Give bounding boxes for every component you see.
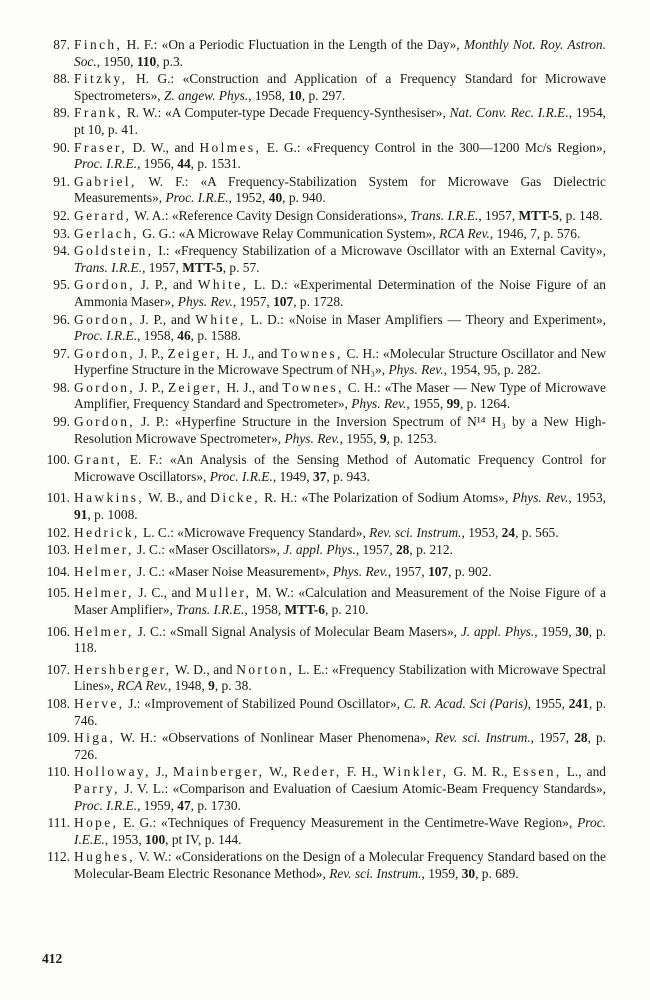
reference-number: 93. [53, 225, 70, 241]
reference-author: Townes, [281, 345, 343, 361]
volume-number: MTT-5 [518, 207, 559, 223]
reference-number: 110. [47, 764, 70, 780]
reference-author: Frank, [74, 105, 123, 121]
reference-entry [53, 277, 606, 310]
reference-author: Holloway, [74, 764, 151, 780]
reference-text: J. C.: «Small Signal Analysis of Molecular Beam Masers», [133, 623, 461, 639]
volume-number: 47 [177, 797, 191, 813]
reference-text: , 1954, pt 10, p. 41. [74, 105, 607, 137]
reference-text: , 1954, 95, p. 282. [443, 362, 541, 378]
reference-text: F. H., [341, 764, 384, 780]
reference-text: H. J., and [222, 345, 282, 361]
reference-author: Fitzky, [74, 71, 128, 87]
volume-number: 30 [575, 623, 589, 639]
reference-text: , 1958, [137, 328, 178, 344]
reference-text: L. C.: «Microwave Frequency Standard», [139, 524, 370, 540]
volume-number: 30 [461, 865, 476, 881]
reference-list [0, 37, 650, 884]
reference-number: 91. [53, 173, 70, 189]
volume-number: 46 [177, 328, 191, 344]
reference-text: , p. 943. [326, 468, 370, 484]
reference-entry [53, 173, 606, 207]
reference-text: , p. 1588. [190, 328, 241, 344]
journal-title: C. R. Acad. Sci (Paris) [403, 695, 528, 711]
reference-text: , 1959, [421, 865, 462, 881]
journal-title: Proc. I.E.E. [74, 815, 606, 847]
journal-title: Rev. sci. Instrum. [369, 524, 462, 540]
reference-text: , p. 38. [214, 678, 252, 694]
reference-entry [46, 563, 606, 581]
reference-author: Hedrick, [74, 524, 140, 540]
reference-text: , p. 1730. [190, 797, 241, 813]
reference-number: 103. [46, 542, 70, 558]
reference-text: H. G.: «Construction and Application of a Frequency Standard for Microwave Spectrometers», [74, 71, 606, 103]
reference-entry [53, 311, 606, 345]
journal-title: RCA Rev. [439, 225, 490, 241]
reference-number: 107. [46, 661, 70, 677]
reference-text: , 1957, [387, 563, 429, 579]
reference-text: W. H.: «Observations of Nonlinear Maser Phenomena», [115, 730, 435, 746]
reference-text: L., and [561, 764, 607, 780]
reference-number: 100. [46, 452, 70, 468]
reference-text: J. C.: «Maser Noise Measurement», [133, 563, 333, 579]
reference-author: Herve, [74, 695, 125, 711]
reference-entry [46, 585, 606, 618]
reference-text: W. F.: «A Frequency-Stabilization System for Microwave Gas Dielectric Measurements», [74, 173, 606, 206]
reference-text: I.: «Frequency Stabilization of a Microwave Oscillator with an External Cavity», [153, 243, 606, 259]
reference-text: J., [150, 764, 173, 780]
reference-entry [53, 414, 606, 447]
reference-number: 98. [53, 379, 70, 395]
reference-text: R. W.: «A Computer-type Decade Frequency-Synthesiser», [123, 105, 450, 121]
reference-entry [53, 105, 607, 138]
reference-author: White, [195, 311, 246, 327]
reference-text: E. G.: «Frequency Control in the 300—1200 Mc/s Region», [261, 139, 606, 155]
journal-title: Monthly Not. Roy. Astron. Soc. [74, 37, 606, 69]
reference-text: , p. 118. [74, 623, 606, 656]
reference-text: J.: «Improvement of Stabilized Pound Oscillator», [124, 695, 404, 711]
journal-title: Nat. Conv. Rec. I.R.E. [449, 105, 569, 121]
volume-number: 91 [74, 507, 88, 523]
reference-text: L. D.: «Noise in Maser Amplifiers — Theory and Experiment», [245, 311, 606, 327]
reference-author: Gordon, [74, 277, 136, 293]
reference-author: Helmer, [74, 585, 134, 601]
reference-author: Goldstein, [74, 243, 154, 259]
reference-text: , 1959, [137, 797, 178, 813]
reference-author: Hughes, [74, 849, 136, 865]
journal-title: Trans. I.R.E. [74, 259, 143, 275]
reference-text: , p.3. [156, 53, 183, 69]
journal-title: Proc. I.R.E. [165, 190, 229, 206]
reference-author: Parry, [74, 780, 120, 796]
reference-text: , p. 297. [301, 87, 346, 103]
reference-text: , p. 726. [74, 730, 606, 762]
reference-text: J. P., and [135, 277, 198, 293]
reference-author: Norton, [236, 661, 295, 677]
reference-entry [53, 139, 606, 173]
reference-author: Essen, [512, 764, 562, 780]
volume-number: MTT-6 [284, 602, 325, 617]
reference-entry [46, 524, 606, 542]
journal-title: Trans. I.R.E. [176, 602, 245, 617]
reference-entry [53, 243, 606, 276]
reference-author: Gordon, [74, 414, 136, 430]
volume-number: 28 [574, 730, 588, 746]
reference-text: J. P., and [135, 311, 196, 327]
reference-text: , p. 565. [515, 524, 559, 540]
reference-author: Zeiger, [167, 345, 222, 361]
reference-text: , p. 1008. [87, 507, 138, 523]
reference-entry [53, 207, 606, 225]
journal-title: Proc. I.R.E. [74, 797, 138, 813]
reference-text: M. W.: «Calculation and Measurement of the Noise Figure of a Maser Amplifier», [74, 585, 606, 617]
reference-text: , 1955, [527, 695, 569, 711]
reference-entry [53, 345, 606, 379]
reference-author: Helmer, [74, 623, 134, 639]
journal-title: J. appl. Phys. [283, 542, 356, 558]
reference-author: Winkler, [383, 764, 449, 780]
journal-title: Phys. Rev. [351, 396, 407, 412]
journal-title: Proc. I.R.E. [74, 328, 138, 344]
reference-entry [53, 225, 606, 243]
reference-author: Gabriel, [74, 173, 137, 189]
reference-text: , p. 212. [409, 542, 453, 558]
volume-number: 9 [379, 430, 387, 446]
reference-text: G. G.: «A Microwave Relay Communication System», [138, 225, 440, 241]
reference-entry [46, 623, 606, 657]
reference-number: 99. [53, 414, 70, 430]
reference-text: R. H.: «The Polarization of Sodium Atoms», [260, 490, 513, 506]
reference-number: 88. [53, 71, 70, 87]
reference-author: Finch, [74, 37, 123, 52]
reference-author: Mainberger, [172, 764, 265, 780]
reference-text: C. H.: «Molecular Structure Oscillator and New Hyperfine Structure in the Microwave Spectrum of NH₃», [74, 345, 606, 378]
reference-number: 89. [53, 105, 70, 121]
reference-text: J. P.: «Hyperfine Structure in the Inversion Spectrum of N¹⁴ H₃ by a New High-Resolution Microwave Spectrometer», [74, 414, 606, 446]
reference-author: Hawkins, [74, 490, 145, 506]
reference-text: , 1953, [568, 490, 606, 506]
reference-text: L. E.: «Frequency Stabilization with Microwave Spectral Lines», [74, 661, 607, 694]
volume-number: 9 [208, 678, 215, 694]
reference-text: E. F.: «An Analysis of the Sensing Method of Automatic Frequency Control for Microwave Oscillators», [74, 452, 606, 484]
reference-text: J. V. L.: «Comparison and Evaluation of Caesium Atomic-Beam Frequency Standards», [119, 780, 606, 796]
reference-number: 97. [53, 345, 70, 361]
reference-author: Gordon, [74, 379, 136, 395]
volume-number: 44 [177, 156, 191, 172]
journal-title: Phys. Rev. [177, 293, 233, 309]
volume-number: MTT-5 [182, 259, 223, 275]
reference-text: W., [264, 764, 293, 780]
reference-text: W. D., and [171, 661, 237, 677]
reference-text: , 1957, [232, 293, 274, 309]
reference-text: , 1953, [461, 524, 502, 540]
reference-text: , p. 210. [324, 602, 369, 617]
reference-text: J. C., and [133, 585, 196, 601]
reference-number: 108. [46, 695, 70, 711]
journal-title: Phys. Rev. [388, 362, 444, 378]
reference-entry [46, 490, 606, 523]
reference-entry [46, 695, 606, 729]
volume-number: 241 [568, 695, 589, 711]
reference-number: 112. [47, 849, 70, 865]
reference-entry [47, 815, 606, 848]
journal-title: Trans. I.R.E. [410, 207, 479, 223]
reference-text: , 1957, [355, 542, 396, 558]
reference-text: , 1958, [244, 602, 285, 617]
reference-text: , p. 940. [282, 190, 326, 206]
reference-text: , p. 902. [448, 563, 492, 579]
journal-title: Z. angew. Phys. [164, 87, 249, 103]
reference-text: , 1956, [137, 156, 178, 172]
reference-text: H. J., and [222, 379, 283, 395]
volume-number: 110 [136, 53, 157, 69]
reference-author: Reder, [292, 764, 342, 780]
reference-text: , p. 1264. [459, 396, 511, 412]
reference-text: H. F.: «On a Periodic Fluctuation in the Length of the Day», [122, 37, 464, 52]
reference-author: Hershberger, [74, 661, 172, 677]
page-number: 412 [42, 951, 63, 966]
reference-text: V. W.: «Considerations on the Design of a Molecular Frequency Standard based on the Molecular-Beam Electric Resonance Method», [74, 849, 606, 881]
reference-number: 104. [46, 563, 70, 579]
reference-entry [46, 452, 606, 485]
reference-text: , 1952, [228, 190, 269, 206]
reference-author: Townes, [282, 379, 344, 395]
reference-text: , p. 746. [74, 695, 606, 728]
reference-number: 102. [46, 524, 70, 540]
reference-author: Zeiger, [167, 379, 223, 395]
reference-text: G. M. R., [448, 764, 513, 780]
volume-number: 99 [446, 396, 460, 412]
reference-text: , 1950, [96, 53, 137, 69]
reference-text: , 1948, [167, 678, 209, 694]
reference-number: 105. [46, 585, 70, 601]
reference-author: Gordon, [74, 345, 136, 361]
reference-text: W. A.: «Reference Cavity Design Considerations», [131, 207, 411, 223]
journal-title: Rev. sci. Instrum. [434, 730, 531, 746]
reference-text: , 1957, [142, 259, 183, 275]
reference-text: D. W., and [127, 139, 200, 155]
reference-entry [46, 730, 606, 763]
volume-number: 10 [288, 87, 302, 103]
reference-entry [53, 71, 606, 104]
reference-author: Higa, [74, 730, 116, 746]
reference-author: Helmer, [74, 563, 134, 579]
reference-author: Helmer, [74, 542, 134, 558]
reference-entry [53, 379, 606, 413]
reference-text: , 1955, [339, 430, 380, 446]
journal-title: Phys. Rev. [512, 490, 569, 506]
reference-entry [46, 661, 607, 695]
journal-title: Phys. Rev. [284, 430, 340, 446]
reference-text: , 1946, 7, p. 576. [489, 225, 581, 241]
volume-number: 107 [273, 293, 294, 309]
journal-title: Phys. Rev. [332, 563, 388, 579]
volume-number: 37 [313, 468, 327, 484]
reference-text: J. C.: «Maser Oscillators», [133, 542, 284, 558]
reference-text: , 1957, [530, 730, 575, 746]
reference-text: J. P., [135, 345, 168, 361]
reference-number: 109. [46, 730, 70, 746]
reference-author: Gordon, [74, 311, 136, 327]
reference-text: , 1955, [406, 396, 447, 412]
volume-number: 40 [268, 190, 283, 206]
reference-entry [47, 849, 606, 882]
reference-entry [53, 37, 606, 70]
reference-number: 90. [53, 139, 70, 155]
reference-entry [46, 542, 606, 559]
reference-author: Gerard, [74, 207, 132, 223]
reference-number: 92. [53, 207, 70, 223]
reference-text: , p. 689. [475, 865, 519, 881]
volume-number: 100 [145, 831, 166, 847]
volume-number: 24 [501, 524, 516, 540]
reference-number: 95. [53, 277, 70, 293]
reference-number: 106. [46, 623, 70, 639]
reference-text: , pt IV, p. 144. [165, 831, 242, 847]
reference-number: 94. [53, 243, 70, 259]
reference-entry [47, 764, 607, 814]
journal-title: Rev. sci. Instrum. [329, 865, 422, 881]
volume-number: 107 [428, 563, 449, 579]
reference-text: , 1949, [272, 468, 313, 484]
reference-author: Muller, [195, 585, 252, 601]
reference-number: 87. [53, 37, 70, 52]
reference-text: , 1953, [104, 831, 146, 847]
reference-number: 111. [47, 815, 70, 831]
reference-text: , p. 57. [222, 259, 260, 275]
reference-text: , 1958, [248, 87, 289, 103]
reference-text: , p. 1253. [386, 430, 437, 446]
journal-title: Proc. I.R.E. [74, 156, 138, 172]
reference-text: W. B., and [144, 490, 211, 506]
reference-text: , p. 1728. [293, 293, 344, 309]
reference-text: , 1957, [478, 207, 519, 223]
reference-text: E. G.: «Techniques of Frequency Measurement in the Centimetre-Wave Region», [118, 815, 578, 831]
reference-author: Gerlach, [74, 225, 139, 241]
reference-text: , p. 148. [558, 207, 603, 223]
journal-title: Proc. I.R.E. [209, 468, 273, 484]
reference-number: 96. [53, 311, 70, 327]
reference-author: White, [197, 277, 249, 293]
reference-text: , p. 1531. [190, 156, 241, 172]
reference-author: Hope, [74, 815, 119, 831]
reference-text: L. D.: «Experimental Determination of the Noise Figure of an Ammonia Maser», [74, 277, 606, 309]
reference-text: J. P., [135, 379, 168, 395]
volume-number: 28 [395, 542, 410, 558]
reference-author: Fraser, [74, 139, 128, 155]
reference-text: C. H.: «The Maser — New Type of Microwave Amplifier, Frequency Standard and Spectrometer», [74, 379, 606, 412]
reference-number: 101. [46, 490, 70, 506]
reference-author: Dicke, [210, 490, 261, 506]
reference-text: , 1959, [534, 623, 576, 639]
journal-title: J. appl. Phys. [460, 623, 535, 639]
journal-title: RCA Rev. [117, 678, 168, 694]
reference-author: Grant, [74, 452, 123, 468]
reference-author: Holmes, [199, 139, 262, 155]
